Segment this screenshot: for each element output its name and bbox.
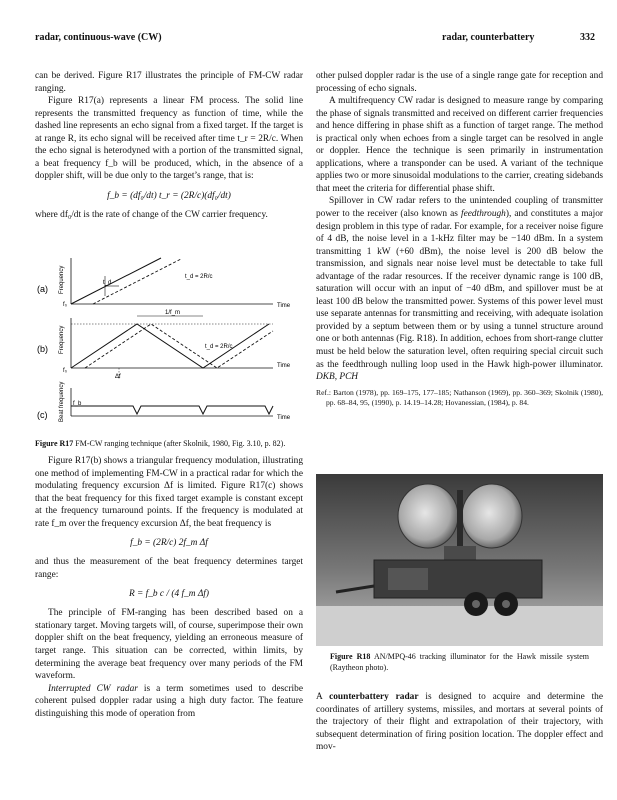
pedestal [444,546,476,560]
paragraph-text: is designed to acquire and determine the coordinates of artillery systems, missiles, and mortars at several points of the trajectory of their flight and extrapolation of their trajectory, with subsequent determination of firing position location. The doppler effect and mov- [316,692,603,753]
f0-label-a: f₀ [63,302,68,308]
figure-r17-caption [35,438,303,449]
right-column-bottom [316,651,603,754]
paragraph: other pulsed doppler radar is the use of a single range gate for reception and processing of echo signals. [316,71,603,94]
paragraph [316,691,603,754]
panel-a-label: (a) [37,284,48,294]
figure-r17 [35,256,303,426]
echo-line-b [85,324,273,368]
delta-f-label-b: Δf [115,374,121,380]
ylabel-c: Beat frequency [59,381,65,422]
septum [457,490,463,546]
ylabel-b: Frequency [59,325,65,354]
td-label-a: t_d [103,280,112,286]
figure-r18-caption [316,651,603,673]
references: Ref.: Barton (1978), pp. 169–175, 177–185; Nathanson (1969), pp. 360–369; Skolnik (1980), pp. 68–84, 95, (1990), p. 14.19–14.28; Hovanessian, (1984), p. 84. [316,387,603,408]
period-label-b: 1/f_m [165,310,181,316]
running-head-right: radar, counterbattery [442,32,535,43]
author-initials: DKB, PCH [316,372,359,383]
term-emphasis: feedthrough [461,209,506,220]
hub [472,600,480,608]
paragraph: where df₀/dt is the rate of change of the CW carrier frequency. [35,209,268,220]
hub [502,600,510,608]
panel-c-label: (c) [37,410,48,420]
equation: R = f_b c / (4 f_m Δf) [128,589,210,600]
time-label-b: Time [277,363,291,369]
fm-cw-diagram [35,256,303,426]
term-emphasis: Interrupted CW radar [48,683,138,694]
equation: f_b = (2R/c) 2f_m Δf [130,538,208,548]
paragraph-text: A [316,692,330,702]
term-bold: counterbattery radar [329,692,419,702]
paragraph: A multifrequency CW radar is designed to measure range by comparing the phase of signals transmitted and received on different carrier frequencies and hence differing in phase shift as a function of target range. The method is practical only when echoes from a single target can be resolved in angle or doppler. Hence the technique is seen primarily in instrumentation applications, where a transponder can be used. A variant of the technique applies two or more sinusoidal modulations to the carrier, creating sidebands that meet the criteria for differential phase shift. [316,96,603,194]
paragraph: can be derived. Figure R17 illustrates the principle of FM-CW radar ranging. [35,71,303,94]
left-column-bottom [35,438,303,720]
panel-b-label: (b) [37,344,48,354]
time-label-c: Time [277,415,291,421]
receive-dish [462,484,522,548]
equation: f_b = (df₀/dt) t_r = (2R/c)(df₀/dt) [107,190,231,201]
left-column-top [35,70,303,221]
beat-frequency-line [71,406,273,414]
ylabel-a: Frequency [59,265,65,294]
running-head-left: radar, continuous-wave (CW) [35,32,162,43]
radar-trailer-image [316,474,603,646]
time-label-a: Time [277,303,291,309]
ground [316,606,603,646]
paragraph [316,195,603,383]
transmit-line-a [71,258,161,304]
page-number: 332 [580,32,595,43]
figure-r18-photo [316,474,603,646]
paragraph-text: Spillover in CW radar refers to the unintended coupling of transmitter power to the receiver (also known as [316,196,603,220]
caption-text: FM-CW ranging technique (after Skolnik, 1980, Fig. 3.10, p. 82). [73,439,286,448]
paragraph: Figure R17(b) shows a triangular frequency modulation, illustrating one method of implementing FM-CW in a practical radar for which the modulating frequency excursion Δf is limited. Figure R17(c) shows that the beat frequency for this fixed target example is constant except at the frequency turnaround points. If the frequency is modulated at rate f_m over the frequency excursion Δf, the beat frequency is [35,456,303,529]
right-column-top [316,70,603,408]
paragraph-text: ), and constitutes a major design problem in this type of radar. For example, for a receiver noise figure of 4 dB, the noise level in a 1-kHz filter may be −140 dBm. In a system transmitting 1 kW (+60 dBm), the noise level is 200 dB below the transmission, and signals near noise level must be detectable to take full advantage of the radar resources. If the receiver dynamic range is 100 dB, saturation will occur with an input of −40 dBm, and spillover must be at least 100 dB below the transmitted power. Systems of this power level must use separate antennas for transmitting and receiving, with adequate isolation provided by a septum between them or by using a tunnel structure around one or both antennas (Fig. R18). In addition, echoes from short-range clutter must be held below the saturation level, often requiring special circuit such as the feedthrough nulling loop used in the Hawk high-power illuminator. [316,209,603,370]
paragraph-text: is a term sometimes used to describe coherent pulsed doppler radar using a high duty factor. The feature distinguishing this mode of operation from [35,683,303,719]
trailer-panel [388,568,428,590]
caption-label: Figure R17 [35,439,74,448]
td-eq-b: t_d = 2R/c [205,344,233,350]
transmit-line-b [71,324,269,368]
paragraph: The principle of FM-ranging has been described based on a stationary target. Moving targets will, of course, superimpose their own doppler shift on the beat frequency, yielding an erroneous measure of target range. This situation can be corrected, within limits, by determining the average beat frequency over many periods of the FM waveform. [35,608,303,682]
fb-label-c: f_b [73,401,82,407]
caption-label: Figure R18 [330,652,371,661]
caption-text: AN/MPQ-46 tracking illuminator for the Hawk missile system (Raytheon photo). [330,652,590,672]
paragraph: and thus the measurement of the beat frequency determines target range: [35,557,303,580]
td-eq-a: t_d = 2R/c [185,274,213,280]
f0-label-b: f₀ [63,368,68,374]
paragraph [35,683,303,721]
transmit-dish [398,484,458,548]
paragraph: Figure R17(a) represents a linear FM process. The solid line represents the transmitted frequency as function of time, while the dashed line represents an echo signal from a fixed target. If the target is at range R, its echo signal will be received after time t_r = 2R/c. When the echo signal is heterodyned with a portion of the transmitted signal, a beat frequency f_b will be produced, which, in the absence of a doppler shift, will be due only to the target’s range, that is: [35,96,303,182]
